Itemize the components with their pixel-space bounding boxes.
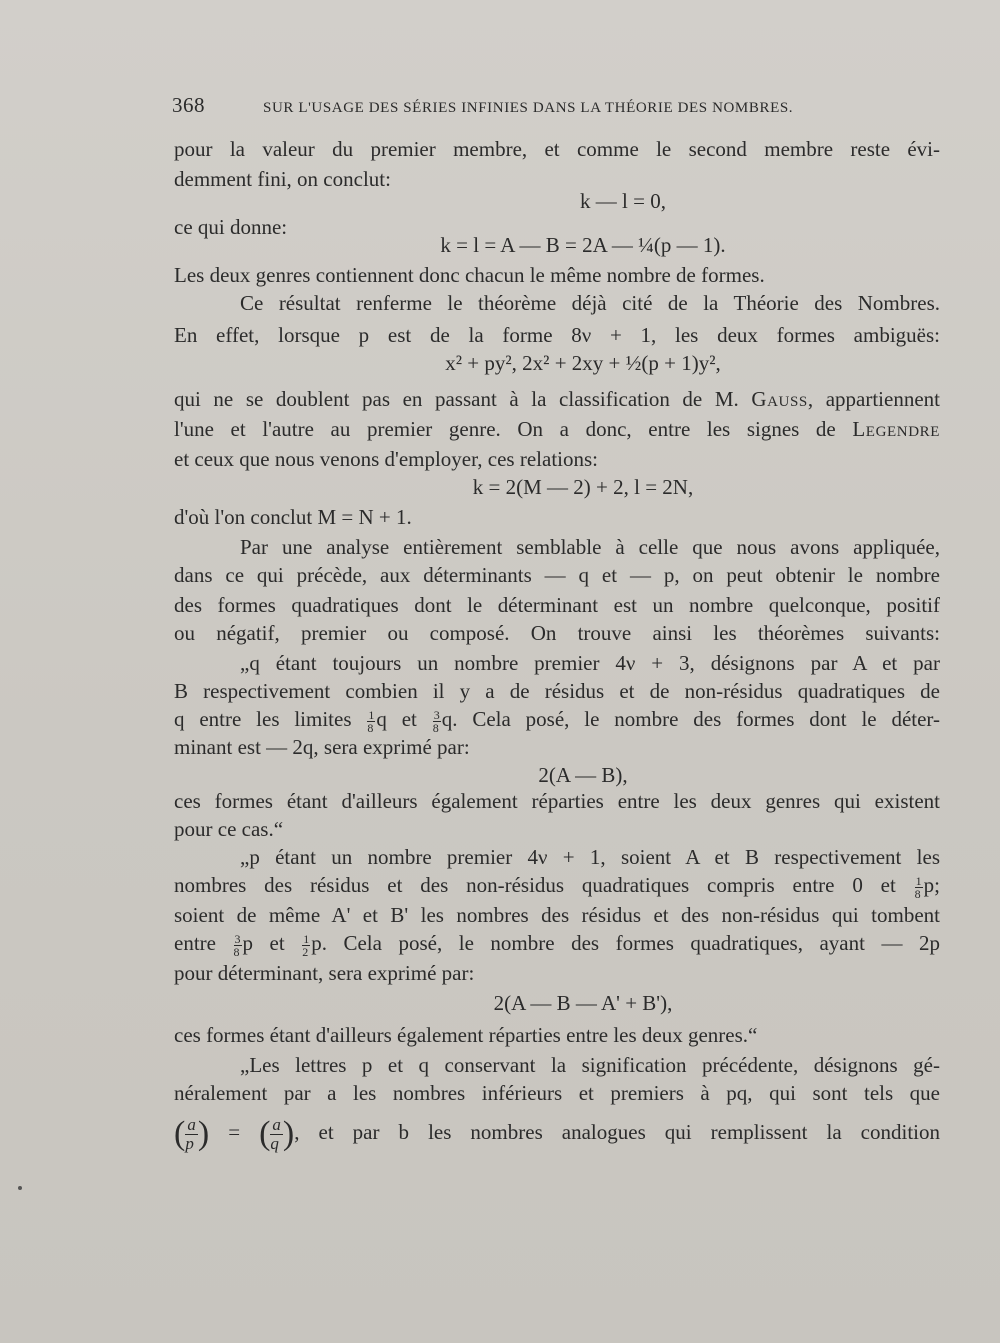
fraction-denominator: 8: [914, 886, 921, 901]
paren-right-icon: ): [197, 1115, 210, 1153]
legendre-symbol: [259, 1114, 295, 1153]
text-line: En effet, lorsque p est de la forme 8ν + 1, les deux formes ambiguës:: [174, 323, 940, 347]
text-line: Par une analyse entièrement semblable à celle que nous avons appliquée,: [240, 535, 940, 559]
page-header: [172, 93, 942, 118]
text-line: des formes quadratiques dont le déterminant est un nombre quelconque, positif: [174, 593, 940, 617]
text-line: minant est — 2q, sera exprimé par:: [174, 735, 470, 759]
fraction-numerator: 1: [368, 707, 375, 722]
text-line: Les deux genres contiennent donc chacun le même nombre de formes.: [174, 263, 765, 287]
text-span: p;: [923, 873, 940, 897]
paren-right-icon: ): [282, 1115, 295, 1153]
fraction-denominator: 8: [367, 720, 374, 735]
text-line: „Les lettres p et q conservant la signification précédente, désignons gé-: [240, 1053, 940, 1077]
text-line: [174, 386, 940, 412]
running-head: SUR L'USAGE DES SÉRIES INFINIES DANS LA THÉORIE DES NOMBRES.: [263, 100, 794, 116]
equation: k — l = 0,: [580, 189, 666, 213]
fraction-numerator: 1: [303, 931, 310, 946]
text-line: [174, 930, 940, 958]
text-line: pour déterminant, sera exprimé par:: [174, 961, 475, 985]
fraction-denominator: q: [270, 1133, 279, 1153]
text-span: l'une et l'autre au premier genre. On a donc, entre les signes de: [174, 417, 853, 441]
text-line: néralement par a les nombres inférieurs et premiers à pq, qui sont tels que: [174, 1081, 940, 1105]
fraction-numerator: 3: [433, 707, 440, 722]
fraction: [433, 709, 441, 734]
text-line: B respectivement combien il y a de résidus et de non-résidus quadratiques de: [174, 679, 940, 703]
text-line: ces formes étant d'ailleurs également réparties entre les deux genres qui existent: [174, 789, 940, 813]
text-line: pour la valeur du premier membre, et comme le second membre reste évi-: [174, 137, 940, 161]
fraction: [367, 709, 375, 734]
text-line: soient de même A' et B' les nombres des résidus et des non-résidus qui tombent: [174, 903, 940, 927]
page-number: 368: [172, 93, 205, 117]
text-span: , et par b les nombres analogues qui remplissent la condition: [294, 1120, 940, 1144]
text-line: „p étant un nombre premier 4ν + 1, soient A et B respectivement les: [240, 845, 940, 869]
text-line: „q étant toujours un nombre premier 4ν + 3, désignons par A et par: [240, 651, 940, 675]
text-line: [174, 1110, 940, 1154]
text-line: dans ce qui précède, aux déterminants — q et — p, on peut obtenir le nombre: [174, 563, 940, 587]
text-span: , appartiennent: [807, 387, 940, 411]
fraction: [302, 933, 310, 958]
paren-left-icon: (: [174, 1115, 186, 1153]
text-span: p. Cela posé, le nombre des formes quadratiques, ayant — 2p: [311, 931, 940, 955]
equation: 2(A — B),: [538, 763, 628, 787]
equals-sign: =: [228, 1120, 241, 1144]
fraction-denominator: 8: [432, 720, 439, 735]
text-span: p et: [242, 931, 302, 955]
equation: x² + py², 2x² + 2xy + ½(p + 1)y²,: [445, 351, 721, 375]
text-span: q et: [376, 707, 432, 731]
fraction: [270, 1116, 283, 1153]
fraction-denominator: 8: [233, 944, 240, 959]
author-name: Gauss: [751, 387, 808, 411]
text-line: [174, 706, 940, 734]
paren-left-icon: (: [259, 1115, 271, 1153]
equation: 2(A — B — A' + B'),: [493, 991, 673, 1015]
text-line: Ce résultat renferme le théorème déjà cité de la Théorie des Nombres.: [240, 291, 940, 315]
text-line: [174, 416, 940, 442]
text-line: pour ce cas.“: [174, 817, 284, 841]
text-line: demment fini, on conclut:: [174, 167, 391, 191]
author-name: Legendre: [852, 417, 940, 441]
text-line: ou négatif, premier ou composé. On trouve ainsi les théorèmes suivants:: [174, 621, 940, 645]
text-span: qui ne se doublent pas en passant à la classification de M.: [174, 387, 752, 411]
equation: k = l = A — B = 2A — ¼(p — 1).: [440, 233, 726, 257]
text-line: d'où l'on conclut M = N + 1.: [174, 505, 412, 529]
fraction-numerator: 3: [234, 931, 241, 946]
text-span: nombres des résidus et des non-résidus quadratiques compris entre 0 et: [174, 873, 914, 897]
fraction-denominator: 2: [302, 944, 309, 959]
equation: k = 2(M — 2) + 2, l = 2N,: [472, 475, 694, 499]
fraction-numerator: 1: [915, 873, 922, 888]
text-span: entre: [174, 931, 233, 955]
ink-speck: [18, 1186, 22, 1190]
fraction-denominator: p: [185, 1133, 194, 1153]
fraction-numerator: a: [187, 1114, 196, 1134]
fraction: [915, 875, 923, 900]
fraction-numerator: a: [272, 1114, 281, 1134]
text-span: q. Cela posé, le nombre des formes dont le déter-: [441, 707, 941, 731]
legendre-symbol: [174, 1114, 210, 1153]
fraction: [185, 1116, 198, 1153]
text-line: [174, 872, 940, 900]
text-span: q entre les limites: [174, 707, 367, 731]
fraction: [234, 933, 242, 958]
text-line: ces formes étant d'ailleurs également réparties entre les deux genres.“: [174, 1023, 758, 1047]
text-line: ce qui donne:: [174, 215, 288, 239]
text-line: et ceux que nous venons d'employer, ces relations:: [174, 447, 598, 471]
